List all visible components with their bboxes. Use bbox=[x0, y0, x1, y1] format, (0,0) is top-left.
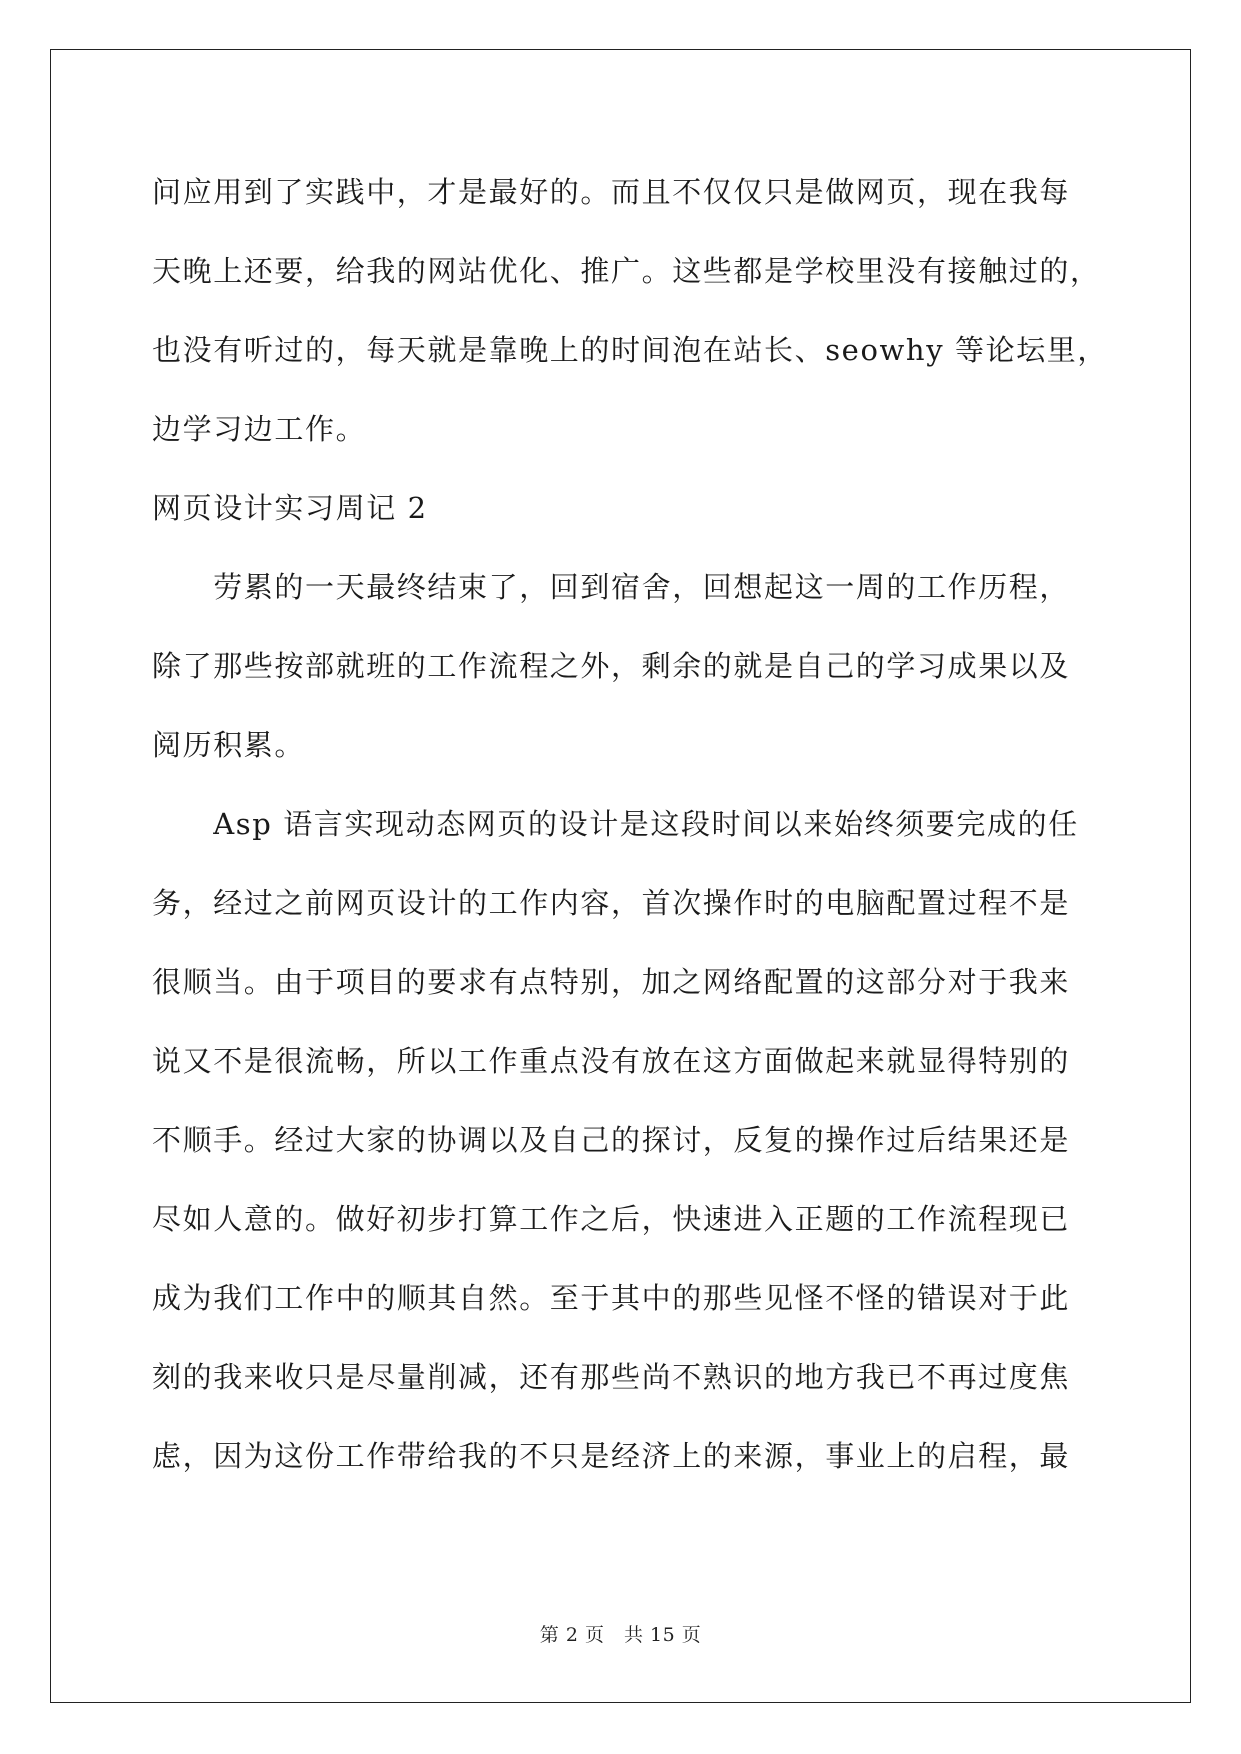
text-line: 不顺手。经过大家的协调以及自己的探讨，反复的操作过后结果还是 bbox=[152, 1123, 1071, 1157]
text-line: 也没有听过的，每天就是靠晚上的时间泡在站长、seowhy 等论坛里， bbox=[152, 333, 1109, 367]
section-heading: 网页设计实习周记 2 bbox=[152, 491, 428, 525]
text-line: 阅历积累。 bbox=[152, 728, 306, 762]
text-line: 劳累的一天最终结束了，回到宿舍，回想起这一周的工作历程， bbox=[152, 570, 1071, 604]
text-line: 虑，因为这份工作带给我的不只是经济上的来源，事业上的启程，最 bbox=[152, 1439, 1071, 1473]
text-line: 除了那些按部就班的工作流程之外，剩余的就是自己的学习成果以及 bbox=[152, 649, 1071, 683]
text-line: 很顺当。由于项目的要求有点特别，加之网络配置的这部分对于我来 bbox=[152, 965, 1071, 999]
text-line: 务，经过之前网页设计的工作内容，首次操作时的电脑配置过程不是 bbox=[152, 886, 1071, 920]
document-body bbox=[152, 162, 1109, 1505]
text-line: 边学习边工作。 bbox=[152, 412, 367, 446]
text-line: 说又不是很流畅，所以工作重点没有放在这方面做起来就显得特别的 bbox=[152, 1044, 1071, 1078]
text-line: 天晚上还要，给我的网站优化、推广。这些都是学校里没有接触过的， bbox=[152, 254, 1101, 288]
page-number: 第 2 页 共 15 页 bbox=[539, 1624, 702, 1646]
text-line: Asp 语言实现动态网页的设计是这段时间以来始终须要完成的任 bbox=[152, 807, 1079, 841]
text-line: 尽如人意的。做好初步打算工作之后，快速进入正题的工作流程现已 bbox=[152, 1202, 1071, 1236]
text-line: 刻的我来收只是尽量削减，还有那些尚不熟识的地方我已不再过度焦 bbox=[152, 1360, 1071, 1394]
text-line: 问应用到了实践中，才是最好的。而且不仅仅只是做网页，现在我每 bbox=[152, 175, 1071, 209]
text-line: 成为我们工作中的顺其自然。至于其中的那些见怪不怪的错误对于此 bbox=[152, 1281, 1071, 1315]
